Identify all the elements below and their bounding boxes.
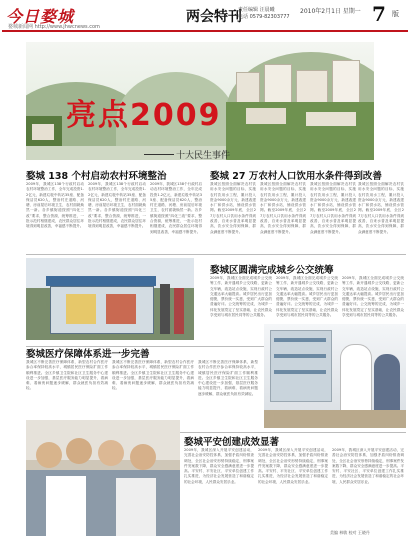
- article-body: 2009年，我城区全面完成城乡公交统筹工作，新开通城乡公交线路，更新公交车辆，改造站点设施，实现行政村公交通达率大幅提高。城乡居民出行更加便捷，票价统一实惠，受到广大群众的普遍好评。公交统筹的完成，为城乡一体化发展奠定了坚实基础，让农民群众享受到与城市居民同等的公共服务。: [210, 276, 272, 318]
- hero-title: 亮点2009: [66, 98, 222, 133]
- pharmacy-photo: [264, 324, 406, 428]
- article-headline: 婺城 138 个村启动农村环境整治: [26, 171, 167, 182]
- poster: [66, 294, 96, 324]
- subtitle-rule: [144, 154, 174, 155]
- face: [66, 438, 92, 464]
- face: [98, 440, 124, 466]
- bus-stop-photo: [26, 258, 194, 340]
- footer-credit: 美编 林敏 校对 王晓丹: [330, 530, 370, 535]
- elders-photo: [26, 420, 180, 536]
- shelf-row: [274, 370, 326, 374]
- article-headline: 婺城 27 万农村人口饮用水条件得到改善: [210, 171, 382, 182]
- article-body: 我城区按照全面解决农村饮用水安全问题的目标，实施农村饮用水工程，累计投入资金9000余万元，新建改建水厂和供水站，铺设供水管网。截至2009年底，全区27万农村人口饮用水条件得到改善，自来水普及率明显提高，饮水安全得到保障，群众满意度不断提升。: [358, 182, 404, 234]
- masthead: [0, 0, 410, 40]
- page-number: 7: [372, 2, 386, 26]
- article-body: 2009年，我城区深入开展平安创建活动，完善社会治安防控体系，加强矛盾纠纷排查调处，全区社会治安形势持续稳定，刑事案件发案数下降，群众安全感满意度进一步提高。平安村、平安社区、平安单位创建工作扎实推进，为经济社会发展营造了和谐稳定的社会环境，人民群众安居乐业。: [332, 448, 404, 484]
- editor-line: 责任编辑 汪晨曦: [238, 7, 275, 13]
- article-body: 2009年，我城区138个行政村启动农村环境整治工作，全年完成投资1.2亿元，新建垃圾中转站35座、配备保洁员620人，整治村庄道路、河塘、房前屋后环境卫生，农村面貌焕然一新。各乡镇街道按照“四化三改”要求，整合资源，统筹推进，一批示范村相继建成，农民群众居住环境得到明显改善，幸福感不断提升。: [150, 182, 202, 234]
- article-body: 2009年，我城区138个行政村启动农村环境整治工作，全年完成投资1.2亿元，新建垃圾中转站35座、配备保洁员620人，整治村庄道路、河塘、房前屋后环境卫生，农村面貌焕然一新。各乡镇街道按照“四化三改”要求，整合资源，统筹推进，一批示范村相继建成，农民群众居住环境得到明显改善，幸福感不断提升。: [26, 182, 84, 229]
- article-body: 我城区不断完善医疗保障体系，新型农村合作医疗参合率保持较高水平，城镇居民医疗保险扩面工作顺利推进。全区乡镇卫生院和社区卫生服务中心建设进一步加强，基层医疗服务能力明显提升，看病难、看病贵问题逐步缓解，群众就医负担有效减轻。: [26, 360, 108, 391]
- shelf-row: [274, 354, 326, 358]
- article-headline: 婺城区圆满完成城乡公交统筹: [210, 265, 334, 276]
- clothing: [46, 476, 86, 536]
- clothing: [116, 478, 156, 536]
- header-rule: [2, 30, 408, 32]
- article-body: 2009年，我城区深入开展平安创建活动，完善社会治安防控体系，加强矛盾纠纷排查调处，全区社会治安形势持续稳定，刑事案件发案数下降，群众安全感满意度进一步提高。平安村、平安社区、平安单位创建工作扎实推进，为经济社会发展营造了和谐稳定的社会环境，人民群众安居乐业。: [258, 448, 328, 484]
- article-body: 我城区不断完善医疗保障体系，新型农村合作医疗参合率保持较高水平，城镇居民医疗保险扩面工作顺利推进。全区乡镇卫生院和社区卫生服务中心建设进一步加强，基层医疗服务能力明显提升，看病难、看病贵问题逐步缓解，群众就医负担有效减轻。: [198, 360, 258, 396]
- shelter-roof: [46, 276, 156, 286]
- building: [264, 64, 292, 104]
- face: [36, 442, 62, 468]
- article-body: 2009年，我城区全面完成城乡公交统筹工作，新开通城乡公交线路，更新公交车辆，改造站点设施，实现行政村公交通达率大幅提高。城乡居民出行更加便捷，票价统一实惠，受到广大群众的普遍好评。公交统筹的完成，为城乡一体化发展奠定了坚实基础，让农民群众享受到与城市居民同等的公共服务。: [276, 276, 338, 318]
- logo-url: 婺城新闻网 http://www.jhwcnews.com: [8, 24, 100, 30]
- building: [32, 124, 54, 140]
- article-body: 我城区按照全面解决农村饮用水安全问题的目标，实施农村饮用水工程，累计投入资金9000余万元，新建改建水厂和供水站，铺设供水管网。截至2009年底，全区27万农村人口饮用水条件得到改善，自来水普及率明显提高，饮水安全得到保障，群众满意度不断提升。: [210, 182, 256, 234]
- counter: [264, 410, 406, 428]
- article-body: 2009年，我城区全面完成城乡公交统筹工作，新开通城乡公交线路，更新公交车辆，改造站点设施，实现行政村公交通达率大幅提高。城乡居民出行更加便捷，票价统一实惠，受到广大群众的普遍好评。公交统筹的完成，为城乡一体化发展奠定了坚实基础，让农民群众享受到与城市居民同等的公共服务。: [342, 276, 404, 318]
- face: [130, 444, 156, 470]
- person: [160, 284, 170, 334]
- article-body: 我城区按照全面解决农村饮用水安全问题的目标，实施农村饮用水工程，累计投入资金9000余万元，新建改建水厂和供水站，铺设供水管网。截至2009年底，全区27万农村人口饮用水条件得到改善，自来水普及率明显提高，饮水安全得到保障，群众满意度不断提升。: [260, 182, 306, 234]
- article-body: 我城区按照全面解决农村饮用水安全问题的目标，实施农村饮用水工程，累计投入资金9000余万元，新建改建水厂和供水站，铺设供水管网。截至2009年底，全区27万农村人口饮用水条件得到改善，自来水普及率明显提高，饮水安全得到保障，群众满意度不断提升。: [310, 182, 356, 234]
- building: [236, 72, 260, 104]
- poster: [106, 294, 136, 324]
- article-body: 2009年，我城区138个行政村启动农村环境整治工作，全年完成投资1.2亿元，新建垃圾中转站35座、配备保洁员620人，整治村庄道路、河塘、房前屋后环境卫生，农村面貌焕然一新。各乡镇街道按照“四化三改”要求，整合资源，统筹推进，一批示范村相继建成，农民群众居住环境得到明显改善，幸福感不断提升。: [88, 182, 146, 229]
- building: [332, 60, 360, 104]
- building: [246, 108, 286, 124]
- article-headline: 婺城医疗保障体系进一步完善: [26, 349, 150, 360]
- building: [306, 112, 356, 126]
- phone-line: 电话 0579-82303777: [238, 14, 290, 20]
- page-unit: 版: [392, 10, 399, 18]
- article-body: 我城区不断完善医疗保障体系，新型农村合作医疗参合率保持较高水平，城镇居民医疗保险扩面工作顺利推进。全区乡镇卫生院和社区卫生服务中心建设进一步加强，基层医疗服务能力明显提升，看病难、看病贵问题逐步缓解，群众就医负担有效减轻。: [112, 360, 194, 391]
- article-body: 2009年，我城区深入开展平安创建活动，完善社会治安防控体系，加强矛盾纠纷排查调处，全区社会治安形势持续稳定，刑事案件发案数下降，群众安全感满意度进一步提高。平安村、平安社区、平安单位创建工作扎实推进，为经济社会发展营造了和谐稳定的社会环境，人民群众安居乐业。: [184, 448, 254, 484]
- hero-subtitle: 十大民生事件: [176, 151, 231, 160]
- section-title: 两会特刊: [186, 9, 242, 25]
- pharmacist: [340, 344, 372, 412]
- customer: [374, 354, 400, 410]
- article-headline: 婺城平安创建成效显著: [184, 437, 280, 448]
- date-line: 2010年2月1日 星期一: [300, 8, 361, 15]
- person: [174, 288, 184, 334]
- building: [296, 70, 328, 104]
- shelf-row: [274, 338, 326, 342]
- hero-banner: [26, 42, 374, 160]
- logo-title: 今日婺城: [6, 7, 75, 26]
- section-divider: [26, 254, 406, 255]
